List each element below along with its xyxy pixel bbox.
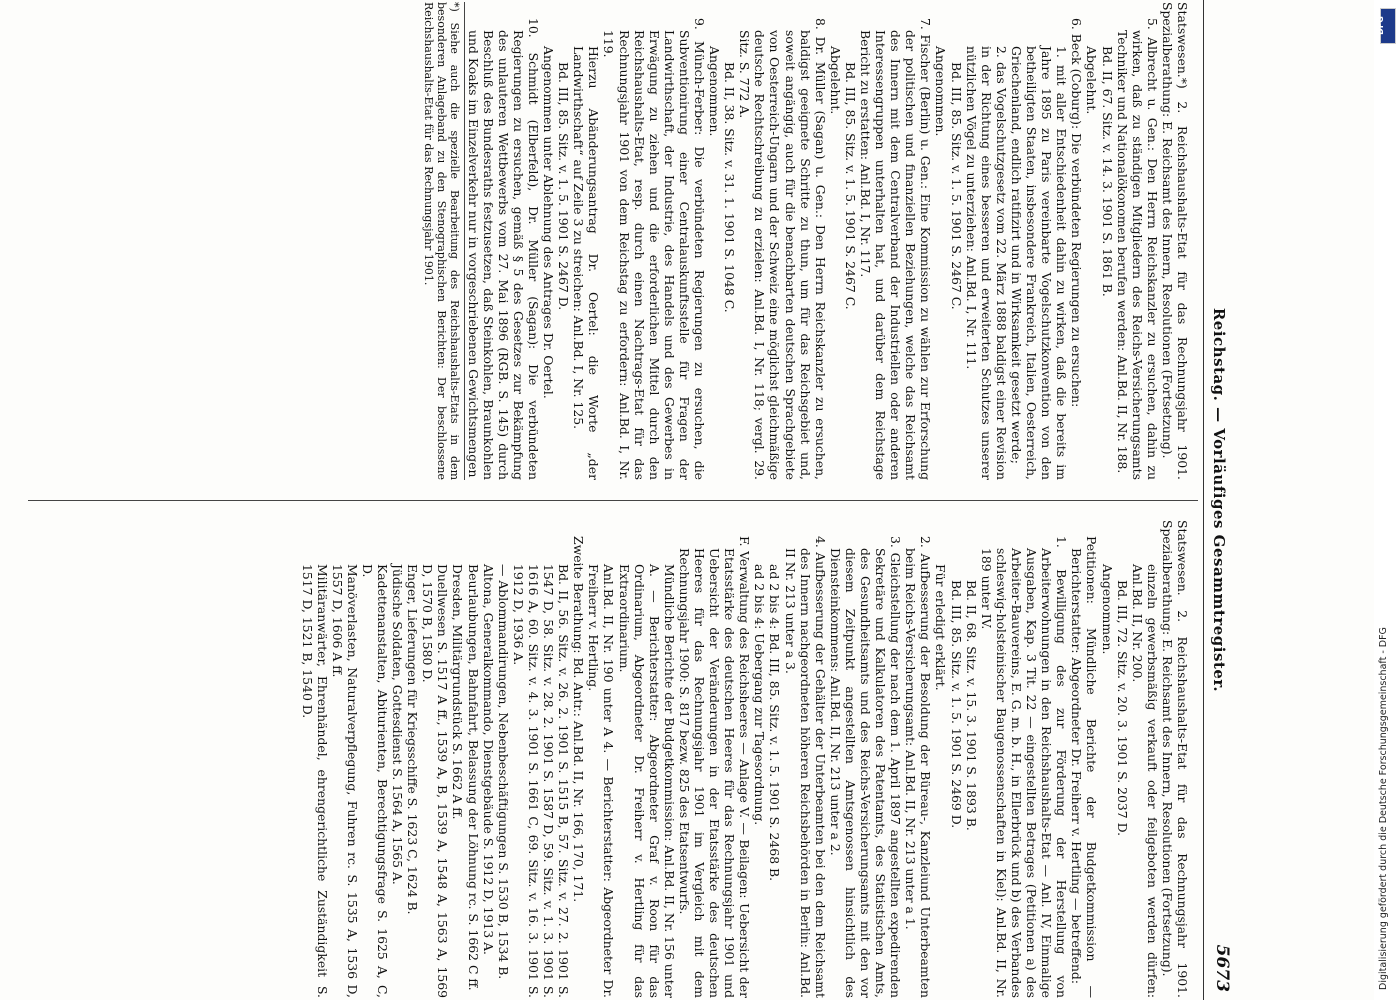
register-entry: 2. Aufbesserung der Besoldung der Büreau-, Kanzleiund Unterbeamten beim Reichs-Versicherungsamt: Anl.Bd. II, Nr. 213 unter a 1. [903, 536, 934, 998]
register-entry: Zweite Berathung: Bd. Antr.: Anl.Bd. II, Nr. 166, 170, 171. [571, 536, 587, 903]
footnote: *) Siehe auch die spezielle Bearbeitung des Reichshaushalts-Etats in dem besonderen Anlageband zu den Stenographischen Berichten: Der beschlossene Reichshaushalts-Etat für das Rechnungsjahr 1901. [423, 2, 466, 480]
register-entry: Bd. II, 38. Sitz. v. 31. 1. 1901 S. 1048 C. [722, 62, 738, 313]
register-entry: 8. Dr. Müller (Sagan) u. Gen.: Den Herrn Reichskanzler zu ersuchen, baldigst geeignete Schritte zu thun, um für das Reichsgebiet und, soweit angängig, auch für die benachbarten deutschen Sprachgebiete von Oesterreich-Ungarn und der Schweiz eine möglichst gleichmäßige deutsche Rechtschreibung zu erzielen: Anl.Bd. I, Nr. 118; vergl. 29. Sitz. S. 772 A. [737, 18, 828, 480]
register-entry: Anl.Bd. II, Nr. 190 unter A 4. — Berichterstatter: Abgeordneter Dr. Freiherr v. Hertling. [586, 564, 617, 998]
register-entry: Angenommen unter Ablehnung des Antrages Dr. Oertel. [541, 46, 557, 399]
dfg-credit-text: Digitalisierung gefördert durch die Deutsche Forschungsgemeinschaft - DFG [1378, 627, 1389, 990]
right-column [299, 520, 1190, 998]
register-entry: Beurlaubungen, Bahnfahrt, Belassung der Löhnung rc. S. 1662 C ff. [465, 564, 481, 991]
register-entry: Bd. III, 85. Sitz. v. 1. 5. 1901 S. 2467 D. [556, 62, 572, 311]
register-entry: Bd. III, 72. Sitz. v. 20. 3. 1901 S. 2037 D. [1114, 580, 1130, 837]
register-entry: Bd. II, 56. Sitz. v. 26. 2. 1901 S. 1515 B, 57. Sitz. v. 27. 2. 1901 S. 1547 D, 58. Sitz. v. 28. 2. 1901 S. 1587 D, 59. Sitz. v. 1. 3. 1901 S. 1616 A, 60. Sitz. v. 4. 3. 1901 S. 1661 C, 69. Sitz. v. 16. 3. 1901 S. 1912 D, 1936 A. [510, 564, 572, 998]
register-entry: Bd. III, 85. Sitz. v. 1. 5. 1901 S. 2467 C. [948, 62, 964, 310]
register-entry: Bd. III, 85. Sitz. v. 1. 5. 1901 S. 2469 D. [948, 580, 964, 829]
register-entry: Statswesen. 2. Reichshaushalts-Etat für das Rechnungsjahr 1901. Spezialberathung: E. Reichsamt des Innern, Resolutionen (Fortsetzung). [1159, 520, 1190, 998]
register-entry: Bd. II, 67. Sitz. v. 14. 3. 1901 S. 1861 B. [1099, 46, 1115, 297]
register-entry: Bd. II, 68. Sitz. v. 15. 3. 1901 S. 1893 B. [963, 580, 979, 831]
dfg-logo [1375, 8, 1396, 44]
register-entry: 10. Schmidt (Elberfeld), Dr. Müller (Sagan): Die verbündeten Regierungen zu ersuchen, gemäß § 5 des Gesetzes zur Bekämpfung des unlauteren Wettbewerbs vom 27. Mai 1896 (RGB. S. 145) durch Beschluß des Bundesraths festzusetzen, daß Steinkohlen, Braunkohlen und Koaks im Einzelverkehr nur in vorgeschriebenen Gewichtsmengen [465, 18, 541, 480]
register-entry: Kadettenanstalten, Abiturienten, Berechtigungsfrage S. 1625 A, C, D. [359, 564, 391, 998]
register-entry: 4. Aufbesserung der Gehälter der Unterbeamten bei den dem Reichsamt des Innern nachgeordneten höheren Reichsbehörden in Berlin: Anl.Bd. II Nr. 213 unter a 3. [782, 536, 828, 998]
sidebar [1375, 0, 1396, 1000]
register-entry: Bd. III, 85. Sitz. v. 1. 5. 1901 S. 2467 C. [842, 62, 858, 310]
register-entry: Altona, Generalkommando, Dienstgebäude S. 1912 D, 1913 A. [480, 564, 496, 955]
register-entry: — Ablommandirungen, Nebenbeschäftigungen S. 1530 B, 1534 B. [495, 564, 511, 980]
left-column [423, 2, 1191, 480]
register-entry: 5. Albrecht u. Gen.: Den Herrn Reichskanzler zu ersuchen, dahin zu wirken, daß zu ständigen Mitgliedern des Reichs-Versicherungsamts Techniker und Nationalökonomen berufen werden: Anl.Bd. II, Nr. 188. [1114, 18, 1160, 480]
column-divider [28, 500, 1198, 501]
register-entry: 1. Bewilligung des zur Förderung der Herstellung von Arbeiterwohnungen in den Reichshaushalts-Etat — Anl. IV, Einmalige Ausgaben, Kap. 3 Tit. 22 — eingestellten Betrages (Petitionen a) des Arbeiter-Bauvereins, E. G. m. b. H., in Ellerbrück und b) des Verbandes schleswig-holsteinischer Baugenossenschaften in Kiel): Anl.Bd. II, Nr. 189 unter IV. [978, 536, 1070, 998]
register-entry: Abgelehnt. [827, 46, 843, 115]
register-entry: Dresden, Militärgrundstück S. 1662 A ff. [450, 564, 466, 820]
dfg-logo-text: DFG [1375, 16, 1385, 35]
register-entry: 9. Münch-Ferber: Die verbündeten Regierungen zu ersuchen, die Subventionirung einer Centralauskunftsstelle für Fragen der Landwirthschaft, der Industrie, des Handels und des Gewerbes in Erwägung zu ziehen und die erforderlichen Mittel durch den Reichshaushalts-Etat, resp. durch einen Nachtrags-Etat für das Rechnungsjahr 1901 von dem Reichstag zu erfordern: Anl.Bd. I, Nr. 119. [601, 18, 707, 480]
register-entry: Mündliche Berichte der Budgetkommission: Anl.Bd. II, Nr. 156 unter A. — Berichterstatter: Abgeordneter Graf v. Roon für das Ordinarium, Abgeordneter Dr. Freiherr v. Hertling für das Extraordinarium. [616, 564, 677, 998]
register-entry: Angenommen. [1099, 564, 1115, 655]
header-rule [1203, 0, 1204, 1000]
register-entry: 2. das Vogelschutzgesetz vom 22. März 1888 baldigst einer Revision in der Richtung eines besseren und erweiterten Schutzes unserer nützlichen Vögel zu unterziehen: Anl.Bd. I, Nr. 111. [963, 46, 1009, 480]
register-entry: Abgelehnt. [1084, 46, 1100, 115]
register-entry: 6. Beck (Coburg): Die verbündeten Regierungen zu ersuchen: [1069, 18, 1085, 408]
register-entry: Duellwesen S. 1517 A ff., 1539 A, B, 1539 A, 1548 A, 1563 A, 1569 D, 1570 B, 1580 D. [420, 564, 451, 998]
register-entry: 1. mit aller Entschiedenheit dahin zu wirken, daß die bereits im Jahre 1895 zu Paris vereinbarte Vogelschutzkonvention von den betheiligten Staaten, insbesondere Frankreich, Italien, Oesterreich, Griechenland, endlich ratifizirt und in Wirksamkeit gesetzt werde; [1008, 46, 1070, 480]
register-entry: Angenommen. [933, 46, 949, 137]
page-header-title: Reichstag. — Vorläufiges Gesammtregister. [1210, 307, 1228, 693]
register-entry: Angenommen. [707, 46, 723, 137]
register-entry: 7. Fischer (Berlin) u. Gen.: Eine Kommission zu wählen zur Erforschung der politischen und finanziellen Beziehungen, welche das Reichsamt des Innern mit dem Centralverband der Industriellen oder anderen Interessengruppen unterhalten hat, und darüber dem Reichstage Bericht zu erstatten: Anl.Bd. I, Nr. 117. [858, 18, 934, 480]
register-entry: ad 2 bis 4: Uebergang zur Tagesordnung. [752, 564, 768, 826]
register-entry: Petitionen: Mündliche Berichte der Budgetkommission — Berichterstatter: Abgeordneter Dr. Freiherr v. Hertling — betreffend: [1069, 536, 1100, 998]
register-entry: 3. Gleichstellung der nach dem 1. April 1897 angestellten expedirenden Sekretäre und Kalkulatoren des Patentamts, des Statistischen Amts, des Gesundheitsamts und des Reichs-Versicherungsamts mit den vor diesem Zeitpunkt angestellten Amtsgenossen hinsichtlich des Diensteinkommens: Anl.Bd. II, Nr. 213 unter a 2. [827, 536, 904, 998]
register-entry: F. Verwaltung des Reichsheeres — Anlage V. — Beilagen: Uebersicht der Etatsstärke des deutschen Heeres für das Rechnungsjahr 1901 und Uebersicht der Veränderungen in der Etatsstärke des deutschen Heeres für das Rechnungsjahr 1901 im Vergleich mit dem Rechnungsjahr 1900: S. 817 bezw. 825 des Etatsentwurfs. [676, 536, 753, 998]
register-entry: Jüdische Soldaten, Gottesdienst S. 1564 A, 1565 A. [390, 564, 406, 885]
register-entry: Manöverlasten, Naturalverpflegung, Fuhren rc. S. 1535 A, 1536 D, 1557 D, 1606 A ff. [329, 564, 360, 998]
register-entry: Für erledigt erklärt. [933, 564, 949, 691]
register-entry: Militäranwärter, Ehrenhändel, ehrengerichtliche Zuständigkeit S. 1517 D, 1521 B, 1540 D. [299, 564, 330, 998]
register-entry: Enger, Lieferungen für Kriegsschiffe S. 1623 C, 1624 B. [405, 564, 421, 915]
page-number: 5673 [1212, 944, 1232, 992]
register-entry: einzeln gewerbsmäßig verkauft oder feilgeboten werden dürfen: Anl.Bd. II, Nr. 200. [1129, 564, 1160, 998]
register-entry: Hierzu Abänderungsantrag Dr. Oertel: die Worte „der Landwirthschaft“ auf Zeile 3 zu streichen: Anl.Bd. I, Nr. 125. [571, 46, 602, 480]
register-entry: Statswesen.*) 2. Reichshaushalts-Etat für das Rechnungsjahr 1901. Spezialberathung: E. Reichsamt des Innern, Resolutionen (Fortsetzung). [1159, 2, 1190, 480]
register-entry: ad 2 bis 4: Bd. III, 85. Sitz. v. 1. 5. 1901 S. 2468 B. [767, 564, 783, 882]
